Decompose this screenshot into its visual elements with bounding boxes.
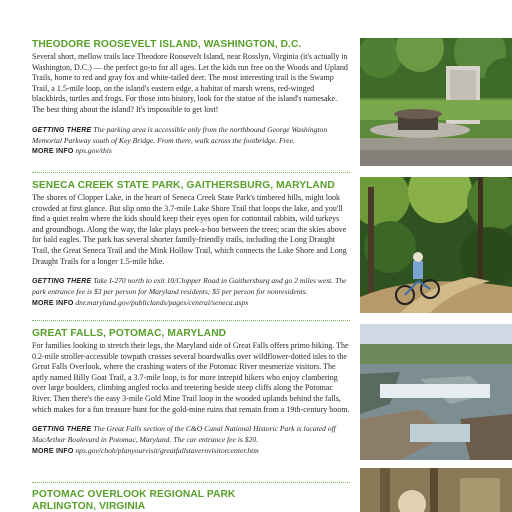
section-heading-line1: POTOMAC OVERLOOK REGIONAL PARK: [32, 489, 236, 500]
photo-roosevelt-memorial: [360, 38, 512, 166]
getting-there-label: GETTING THERE: [32, 426, 92, 434]
more-info: [32, 146, 350, 157]
section-heading-line2: ARLINGTON, VIRGINIA: [32, 501, 146, 512]
getting-there-text: Take I-270 north to exit 10/Clopper Road in Gaithersburg and go 2 miles west. The park entrance fee is $3 per person for Maryland residents; $5 per person for nonresidents.: [32, 276, 347, 297]
section-body: The shores of Clopper Lake, in the heart of Seneca Creek State Park's timbered hills, might look crowded at first glance. But slip onto the 3.7-mile Lake Shore Trail that loops the lake, and you'll find a quiet realm where the kids should keep their eyes open for cottontail rabbits, wild turkeys and groundhogs. Along the way, the lake plays peek-a-boo between the trees; scan the skies above for bald eagles. The park has several shorter family-friendly trails, including the Long Draught Trail, the Great Seneca Trail and the Mink Hollow Trail, which connects the Lake Shore and Long Draught Trails for a longer 1.5-mile hike.: [32, 193, 347, 266]
getting-there-label: GETTING THERE: [32, 126, 92, 134]
section-body: Several short, mellow trails lace Theodore Roosevelt Island, near Rosslyn, Virginia (it's actually in Washington, D.C.) — the perfect go-to for all ages. Let the kids run free on the Woods and Upland Trails, home to red and gray fox and white-tailed deer. The most interesting trail is the Swamp Trail, a 1.5-mile loop, on the island's eastern edge, a habitat of marsh wrens, red-winged blackbirds, turtles and frogs. For those into history, look for the statue of the island's namesake. The best thing about the island? It's impossible to get lost!: [32, 52, 348, 114]
section-body: For families looking to stretch their legs, the Maryland side of Great Falls offers primo hiking. The 0.2-mile stroller-accessible towpath crosses several boardwalks over wildflower-dotted isles to the Great Falls Overlook, where the crashing waters of the Potomac River mesmerize visitors. The aptly named Billy Goat Trail, a 3.7-mile loop, is for more intrepid hikers who enjoy clambering over large boulders, climbing angled rocks and teetering beside steep cliffs along the Potomac River. Then there's the easy 3-mile Gold Mine Trail loop in the wooded uplands behind the falls, which makes for a fun treasure hunt for the gold-mine ruins that remain from a 19th-century boom.: [32, 341, 350, 414]
photo-great-falls: [360, 324, 512, 460]
getting-there: [32, 125, 350, 146]
section-divider: [32, 482, 350, 483]
more-info-label: MORE INFO: [32, 447, 74, 455]
more-info-label: MORE INFO: [32, 147, 74, 155]
photo-seneca-biker: [360, 177, 512, 313]
more-info-label: MORE INFO: [32, 299, 74, 307]
more-info-link[interactable]: nps.gov/this: [75, 145, 112, 155]
getting-there-text: The parking area is accessible only from the northbound George Washington Memorial Parkway south of Key Bridge. From there, walk across the footbridge. Free.: [32, 124, 328, 145]
photo-potomac-overlook: [360, 468, 512, 512]
more-info-link[interactable]: dnr.maryland.gov/publiclands/pages/central/seneca.aspx: [75, 297, 249, 307]
getting-there: [32, 424, 350, 445]
section-great-falls: [32, 328, 350, 457]
section-seneca-creek: [32, 180, 350, 309]
section-heading: SENECA CREEK STATE PARK, GAITHERSBURG, MARYLAND: [32, 180, 335, 191]
getting-there-text: The Great Falls section of the C&O Canal National Historic Park is located off MacArthur Boulevard in Potomac, Maryland. The car entrance fee is $20.: [32, 424, 336, 445]
section-heading: GREAT FALLS, POTOMAC, MARYLAND: [32, 328, 227, 339]
section-heading: THEODORE ROOSEVELT ISLAND, WASHINGTON, D.C.: [32, 39, 302, 50]
more-info: [32, 298, 350, 309]
more-info: [32, 446, 350, 457]
section-divider: [32, 172, 350, 173]
section-potomac-overlook: [32, 489, 350, 512]
section-divider: [32, 320, 350, 321]
more-info-link[interactable]: nps.gov/choh/planyourvisit/greatfallstavernvisitorcenter.htm: [75, 445, 259, 455]
getting-there-label: GETTING THERE: [32, 278, 92, 286]
getting-there: [32, 276, 350, 297]
section-roosevelt-island: [32, 39, 350, 157]
